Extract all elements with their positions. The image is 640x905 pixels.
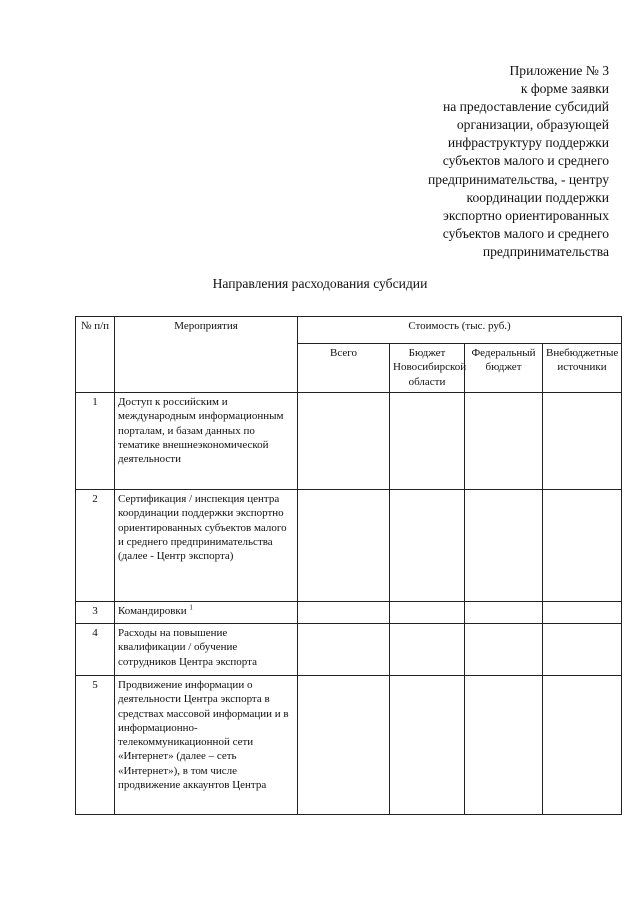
row-event [115,602,298,624]
cell-regional-budget [390,624,465,676]
row-event [115,490,298,602]
row-event [115,624,298,676]
footnote-marker: 1 [189,603,193,612]
appendix-line: предпринимательства [482,243,609,259]
row-event-text: Доступ к российским и международным информационным порталам, и базам данных по тематике внешнеэкономической деятельности [118,396,284,466]
cell-regional-budget [390,490,465,602]
appendix-line: координации поддержки [466,189,609,205]
cell-federal-budget [465,393,543,490]
cell-total [298,676,390,815]
cell-regional-budget [390,393,465,490]
table-row [76,393,622,490]
header-regional-budget: Бюджет Новосибирской области [390,344,465,393]
row-number: 1 [76,393,115,490]
header-event: Мероприятия [115,317,298,393]
header-federal-budget: Федеральный бюджет [465,344,543,393]
cell-extra-budget [543,676,622,815]
row-event-text: Продвижение информации о деятельности Центра экспорта в средствах массовой информации и в информационно-телекоммуникационной сети «Интернет» (далее – сеть «Интернет»), в том числе продвижение аккаунтов Центра [118,679,289,792]
row-event-text: Расходы на повышение квалификации / обучение сотрудников Центра экспорта [118,627,257,668]
table-row [76,676,622,815]
row-number: 4 [76,624,115,676]
appendix-line: инфраструктуру поддержки [447,135,609,151]
header-extra-budget: Внебюджетные источники [543,344,622,393]
cell-regional-budget [390,602,465,624]
table-row [76,624,622,676]
cell-total [298,624,390,676]
appendix-line: к форме заявки [520,81,609,97]
cell-federal-budget [465,602,543,624]
cell-extra-budget [543,490,622,602]
cell-federal-budget [465,624,543,676]
appendix-line: предпринимательства, - центру [428,171,609,187]
cell-federal-budget [465,490,543,602]
table-row [76,490,622,602]
appendix-line: на предоставление субсидий [442,99,609,115]
appendix-line: Приложение № 3 [509,63,609,78]
cell-extra-budget [543,624,622,676]
cell-total [298,393,390,490]
header-cost: Стоимость (тыс. руб.) [298,317,622,344]
document-title: Направления расходования субсидии [212,276,428,291]
row-number: 2 [76,490,115,602]
header-number: № п/п [76,317,115,393]
row-event-text: Командировки [118,605,187,617]
appendix-line: организации, образующей [456,117,609,133]
cell-extra-budget [543,393,622,490]
cell-regional-budget [390,676,465,815]
row-number: 3 [76,602,115,624]
appendix-header [349,62,609,261]
cell-extra-budget [543,602,622,624]
appendix-line: субъектов малого и среднего [442,153,609,169]
row-number: 5 [76,676,115,815]
appendix-line: субъектов малого и среднего [442,225,609,241]
cell-federal-budget [465,676,543,815]
row-event-text: Сертификация / инспекция центра координации поддержки экспортно ориентированных субъектов малого и среднего предпринимательства (далее - Центр экспорта) [118,493,287,563]
expenses-table [75,316,622,815]
appendix-line: экспортно ориентированных [443,207,609,223]
cell-total [298,490,390,602]
row-event [115,676,298,815]
table-row [76,602,622,624]
cell-total [298,602,390,624]
row-event [115,393,298,490]
header-total: Всего [298,344,390,393]
